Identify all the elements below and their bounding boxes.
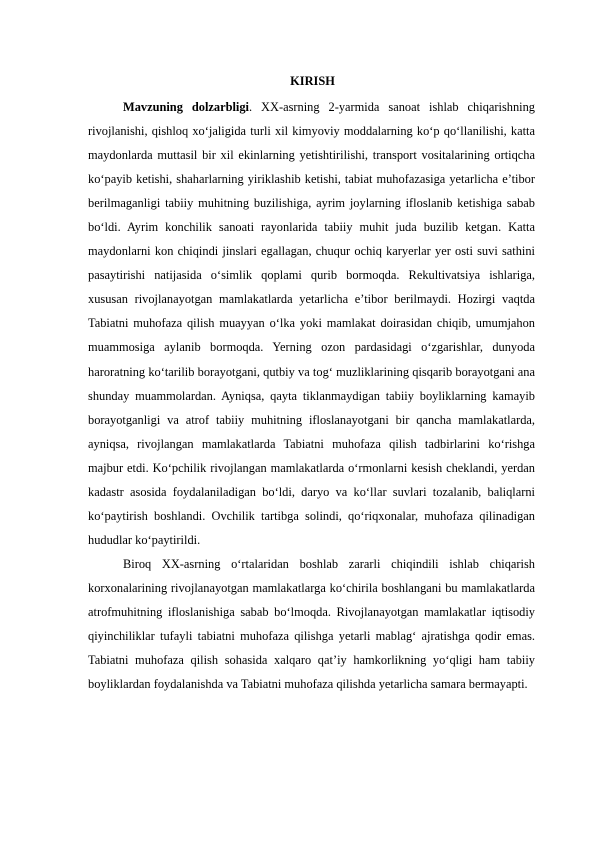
relevance-lead: Mavzuning dolzarbligi (123, 100, 249, 114)
document-body (88, 95, 535, 696)
paragraph-second: Biroq XX-asrning o‘rtalaridan boshlab zararli chiqindili ishlab chiqarish korxonalarining rivojlanayotgan mamlakatlarga ko‘chirila boshlangani bu mamlakatlarda atrofmuhitning ifloslanishiga sabab bo‘lmoqda. Rivojlanayotgan mamlakatlar iqtisodiy qiyinchiliklar tufayli tabiatni muhofaza qilishga yetarli mablag‘ ajratishga qodir emas. Tabiatni muhofaza qilish sohasida xalqaro qat’iy hamkorlikning yo‘qligi ham tabiiy boyliklardan foydalanishda va Tabiatni muhofaza qilishda yetarlicha samara bermayapti. (88, 556, 535, 692)
page-title: KIRISH (290, 74, 335, 88)
relevance-text: . XX-asrning 2-yarmida sanoat ishlab chiqarishning rivojlanishi, qishloq xo‘jaligida turli xil kimyoviy moddalarning ko‘p qo‘llanilishi, katta maydonlarda muttasil bir xil ekinlarning yetishtirilishi, transport vositalarining ortiqcha ko‘payib ketishi, shaharlarning yiriklashib ketishi, tabiat muhofazasiga yetarlicha e’tibor berilmaganligi tabiiy muhitning buzilishiga, ayrim joylarning ifloslanib ketishiga sabab bo‘ldi. Ayrim konchilik sanoati rayonlarida tabiiy muhit juda buzilib ketgan. Katta maydonlarni kon chiqindi jinslari egallagan, chuqur ochiq karyerlar yer osti suvi sathini pasaytirishi natijasida o‘simlik qoplami qurib bormoqda. Rekultivatsiya ishlariga, xususan rivojlanayotgan mamlakatlarda yetarlicha e’tibor berilmaydi. Hozirgi vaqtda Tabiatni muhofaza qilish muayyan o‘lka yoki mamlakat doirasidan chiqib, umumjahon muammosiga aylanib bormoqda. Yerning ozon pardasidagi o‘zgarishlar, dunyoda haroratning ko‘tarilib borayotgani, qutbiy va tog‘ muzliklarining qisqarib borayotgani ana shunday muammolardan. Ayniqsa, qayta tiklanmaydigan tabiiy boyliklarning kamayib borayotganligi va atrof tabiiy muhitning ifloslanayotgani bir qancha mamlakatlarda, ayniqsa, rivojlangan mamlakatlarda Tabiatni muhofaza qilish tadbirlarini ko‘rishga majbur etdi. Ko‘pchilik rivojlangan mamlakatlarda o‘rmonlarni kesish cheklandi, yerdan kadastr asosida foydalaniladigan bo‘ldi, daryo va ko‘llar suvlari tozalanib, baliqlarni ko‘paytirish boshlandi. Ovchilik tartibga solindi, qo‘riqxonalar, muhofaza qilinadigan hududlar ko‘paytirildi. (88, 100, 535, 547)
paragraph-relevance (88, 95, 535, 552)
